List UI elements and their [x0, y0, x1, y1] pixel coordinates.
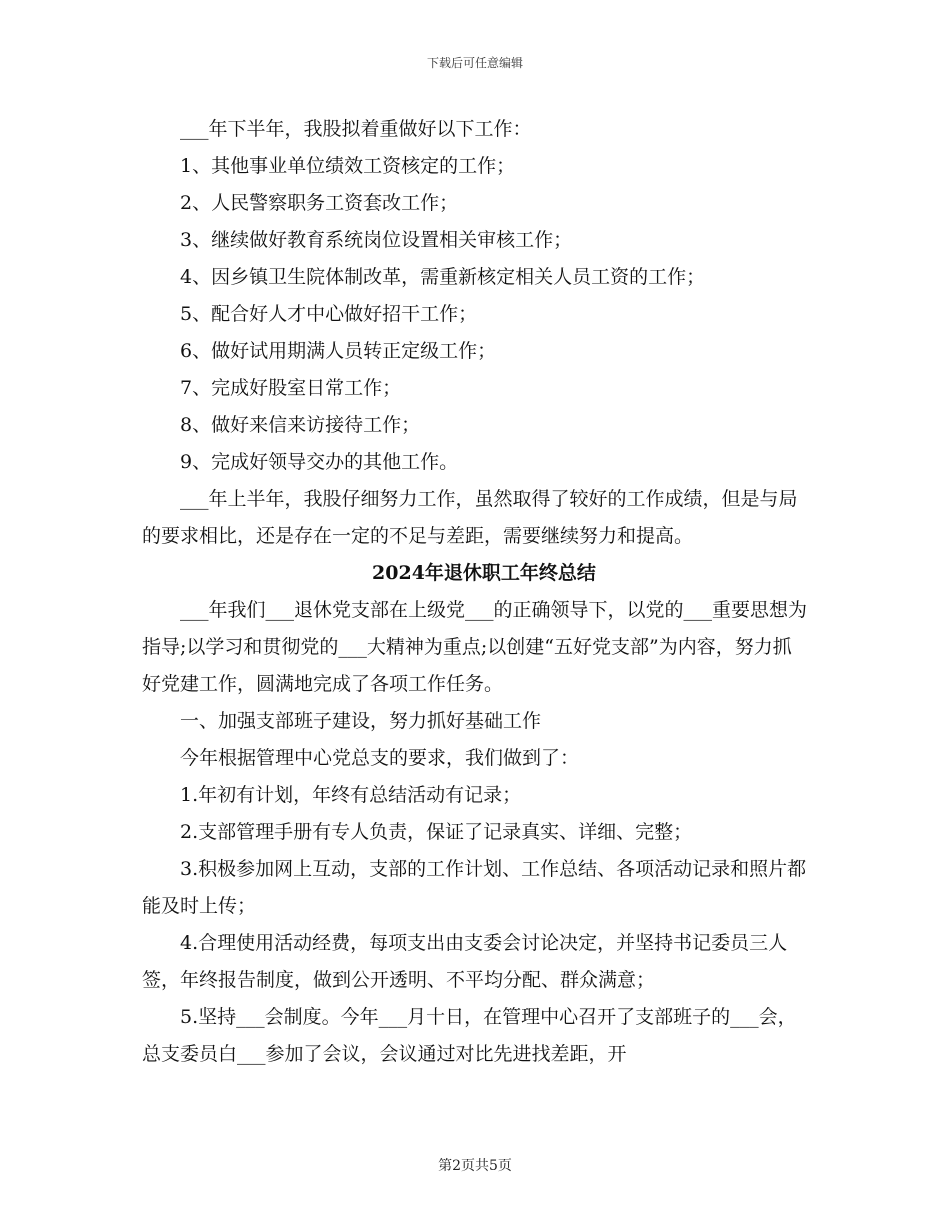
paragraph: ___年上半年，我股仔细努力工作，虽然取得了较好的工作成绩，但是与局的要求相比，还是存在一定的不足与差距，需要继续努力和提高。 — [142, 488, 798, 547]
list-item: 2.支部管理手册有专人负责，保证了记录真实、详细、完整； — [180, 821, 693, 843]
section-heading: 一、加强支部班子建设，努力抓好基础工作 — [180, 710, 542, 732]
list-item: 1.年初有计划，年终有总结活动有记录； — [180, 784, 522, 806]
list-item: 1、其他事业单位绩效工资核定的工作； — [180, 155, 516, 177]
list-item: 4.合理使用活动经费，每项支出由支委会讨论决定，并坚持书记委员三人签，年终报告制度，做到公开透明、不平均分配、群众满意； — [142, 932, 788, 991]
paragraph: ___年我们___退休党支部在上级党___的正确领导下，以党的___重要思想为指导;以学习和贯彻党的___大精神为重点;以创建“五好党支部”为内容，努力抓好党建工作，圆满地完成了各项工作任务。 — [142, 599, 808, 695]
list-item: 8、做好来信来访接待工作； — [180, 414, 421, 436]
list-item: 3.积极参加网上互动，支部的工作计划、工作总结、各项活动记录和照片都能及时上传； — [142, 858, 807, 917]
list-item: 6、做好试用期满人员转正定级工作； — [180, 340, 497, 362]
list-item: 7、完成好股室日常工作； — [180, 377, 402, 399]
page-header: 下载后可任意编辑 — [426, 56, 523, 70]
section-title: 2024年退休职工年终总结 — [372, 562, 596, 584]
list-item: 5、配合好人才中心做好招干工作； — [180, 303, 478, 325]
list-item: 5.坚持___会制度。今年___月十日，在管理中心召开了支部班子的___会，总支委员白___参加了会议，会议通过对比先进找差距，开 — [142, 1006, 797, 1065]
list-item: 9、完成好领导交办的其他工作。 — [180, 451, 459, 473]
paragraph: ___年下半年，我股拟着重做好以下工作： — [180, 118, 532, 140]
list-item: 3、继续做好教育系统岗位设置相关审核工作； — [180, 229, 573, 251]
list-item: 4、因乡镇卫生院体制改革，需重新核定相关人员工资的工作； — [180, 266, 706, 288]
list-item: 2、人民警察职务工资套改工作； — [180, 192, 459, 214]
document-body — [142, 111, 810, 1073]
paragraph: 今年根据管理中心党总支的要求，我们做到了： — [180, 747, 580, 769]
page-footer: 第2页共5页 — [438, 1158, 512, 1174]
